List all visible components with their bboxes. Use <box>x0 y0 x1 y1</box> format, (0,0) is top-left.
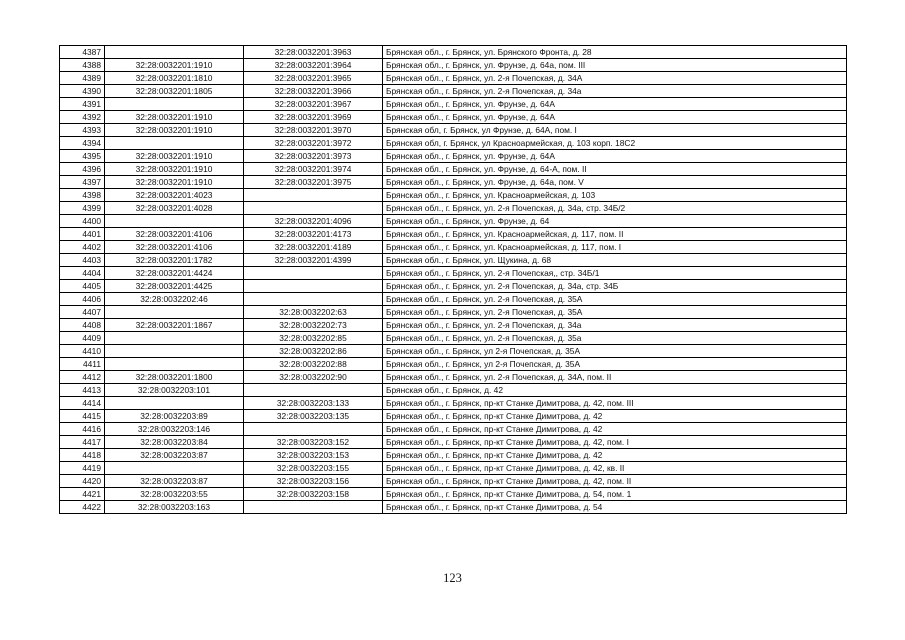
address-cell: Брянская обл., г. Брянск, д. 42 <box>383 384 847 397</box>
table-row <box>60 72 847 85</box>
row-number-cell: 4409 <box>60 332 105 345</box>
address-cell: Брянская обл., г. Брянск, ул. Фрунзе, д. 64-А, пом. II <box>383 163 847 176</box>
row-number-cell: 4421 <box>60 488 105 501</box>
cadastral-number-cell: 32:28:0032201:1805 <box>105 85 244 98</box>
object-cadastral-number-cell <box>244 280 383 293</box>
cadastral-number-cell: 32:28:0032201:4106 <box>105 228 244 241</box>
address-cell: Брянская обл., г. Брянск, пр-кт Станке Димитрова, д. 42 <box>383 449 847 462</box>
address-cell: Брянская обл., г. Брянск, ул. 2-я Почепская, д. 34А, пом. II <box>383 371 847 384</box>
address-cell: Брянская обл, г. Брянск, ул Красноармейская, д. 103 корп. 18С2 <box>383 137 847 150</box>
table-row <box>60 358 847 371</box>
cadastral-number-cell: 32:28:0032203:87 <box>105 449 244 462</box>
cadastral-number-cell <box>105 397 244 410</box>
row-number-cell: 4394 <box>60 137 105 150</box>
row-number-cell: 4391 <box>60 98 105 111</box>
address-cell: Брянская обл., г. Брянск, ул. Фрунзе, д. 64А <box>383 111 847 124</box>
address-cell: Брянская обл., г. Брянск, пр-кт Станке Димитрова, д. 42 <box>383 423 847 436</box>
cadastral-number-cell: 32:28:0032203:87 <box>105 475 244 488</box>
table-row <box>60 98 847 111</box>
row-number-cell: 4412 <box>60 371 105 384</box>
cadastral-number-cell: 32:28:0032203:84 <box>105 436 244 449</box>
address-cell: Брянская обл., г. Брянск, ул. Щукина, д. 68 <box>383 254 847 267</box>
object-cadastral-number-cell: 32:28:0032201:3963 <box>244 46 383 59</box>
table-row <box>60 488 847 501</box>
address-cell: Брянская обл., г. Брянск, пр-кт Станке Димитрова, д. 42, пом. III <box>383 397 847 410</box>
cadastral-number-cell <box>105 98 244 111</box>
table-row <box>60 46 847 59</box>
object-cadastral-number-cell <box>244 384 383 397</box>
cadastral-number-cell: 32:28:0032203:55 <box>105 488 244 501</box>
address-cell: Брянская обл., г. Брянск, ул. 2-я Почепская, д. 34а, стр. 34Б/2 <box>383 202 847 215</box>
row-number-cell: 4389 <box>60 72 105 85</box>
address-cell: Брянская обл., г. Брянск, ул. Фрунзе, д. 64а, пом. III <box>383 59 847 72</box>
address-cell: Брянская обл., г. Брянск, пр-кт Станке Димитрова, д. 42, пом. II <box>383 475 847 488</box>
cadastral-number-cell: 32:28:0032201:1782 <box>105 254 244 267</box>
row-number-cell: 4407 <box>60 306 105 319</box>
table-row <box>60 163 847 176</box>
address-cell: Брянская обл., г. Брянск, ул 2-я Почепская, д. 35А <box>383 345 847 358</box>
row-number-cell: 4419 <box>60 462 105 475</box>
address-cell: Брянская обл., г. Брянск, ул. 2-я Почепская, д. 34А <box>383 72 847 85</box>
object-cadastral-number-cell: 32:28:0032201:3967 <box>244 98 383 111</box>
cadastral-number-cell: 32:28:0032203:163 <box>105 501 244 514</box>
cadastral-number-cell: 32:28:0032201:4425 <box>105 280 244 293</box>
object-cadastral-number-cell: 32:28:0032203:156 <box>244 475 383 488</box>
object-cadastral-number-cell <box>244 267 383 280</box>
object-cadastral-number-cell <box>244 293 383 306</box>
table-row <box>60 254 847 267</box>
table-row <box>60 397 847 410</box>
row-number-cell: 4416 <box>60 423 105 436</box>
cadastral-number-cell: 32:28:0032201:1800 <box>105 371 244 384</box>
address-cell: Брянская обл., г. Брянск, ул. 2-я Почепская, д. 35а <box>383 332 847 345</box>
table-row <box>60 280 847 293</box>
address-cell: Брянская обл, г. Брянск, ул Фрунзе, д. 64А, пом. I <box>383 124 847 137</box>
table-row <box>60 215 847 228</box>
address-cell: Брянская обл., г. Брянск, пр-кт Станке Димитрова, д. 42, кв. II <box>383 462 847 475</box>
object-cadastral-number-cell: 32:28:0032201:3965 <box>244 72 383 85</box>
cadastral-number-cell: 32:28:0032201:4106 <box>105 241 244 254</box>
table-row <box>60 85 847 98</box>
cadastral-number-cell <box>105 358 244 371</box>
object-cadastral-number-cell: 32:28:0032201:3964 <box>244 59 383 72</box>
cadastral-number-cell: 32:28:0032201:1910 <box>105 150 244 163</box>
object-cadastral-number-cell: 32:28:0032203:155 <box>244 462 383 475</box>
table-row <box>60 449 847 462</box>
table-row <box>60 332 847 345</box>
object-cadastral-number-cell: 32:28:0032201:4096 <box>244 215 383 228</box>
cadastral-number-cell: 32:28:0032201:1910 <box>105 176 244 189</box>
table-row <box>60 501 847 514</box>
cadastral-number-cell: 32:28:0032201:1910 <box>105 111 244 124</box>
row-number-cell: 4415 <box>60 410 105 423</box>
object-cadastral-number-cell: 32:28:0032203:153 <box>244 449 383 462</box>
table-row <box>60 228 847 241</box>
address-cell: Брянская обл., г. Брянск, ул. 2-я Почепская,, стр. 34Б/1 <box>383 267 847 280</box>
address-cell: Брянская обл., г. Брянск, ул. 2-я Почепская, д. 35А <box>383 293 847 306</box>
row-number-cell: 4399 <box>60 202 105 215</box>
object-cadastral-number-cell: 32:28:0032201:3974 <box>244 163 383 176</box>
page-number: 123 <box>443 571 462 585</box>
address-cell: Брянская обл., г. Брянск, ул. Фрунзе, д. 64а, пом. V <box>383 176 847 189</box>
table-row <box>60 306 847 319</box>
table-row <box>60 423 847 436</box>
object-cadastral-number-cell: 32:28:0032201:4399 <box>244 254 383 267</box>
table-row <box>60 384 847 397</box>
address-cell: Брянская обл., г. Брянск, ул. 2-я Почепская, д. 34а <box>383 319 847 332</box>
cadastral-number-cell: 32:28:0032203:101 <box>105 384 244 397</box>
row-number-cell: 4403 <box>60 254 105 267</box>
object-cadastral-number-cell: 32:28:0032202:73 <box>244 319 383 332</box>
cadastral-number-cell: 32:28:0032201:4023 <box>105 189 244 202</box>
registry-table <box>59 45 847 514</box>
row-number-cell: 4387 <box>60 46 105 59</box>
table-row <box>60 189 847 202</box>
row-number-cell: 4397 <box>60 176 105 189</box>
object-cadastral-number-cell: 32:28:0032202:88 <box>244 358 383 371</box>
cadastral-number-cell: 32:28:0032201:4424 <box>105 267 244 280</box>
row-number-cell: 4414 <box>60 397 105 410</box>
cadastral-number-cell <box>105 46 244 59</box>
table-row <box>60 462 847 475</box>
row-number-cell: 4417 <box>60 436 105 449</box>
table-row <box>60 345 847 358</box>
object-cadastral-number-cell: 32:28:0032202:63 <box>244 306 383 319</box>
table-row <box>60 410 847 423</box>
object-cadastral-number-cell: 32:28:0032201:4173 <box>244 228 383 241</box>
cadastral-number-cell: 32:28:0032201:1910 <box>105 59 244 72</box>
table-row <box>60 150 847 163</box>
row-number-cell: 4405 <box>60 280 105 293</box>
object-cadastral-number-cell: 32:28:0032203:158 <box>244 488 383 501</box>
table-row <box>60 267 847 280</box>
table-row <box>60 137 847 150</box>
table-row <box>60 202 847 215</box>
row-number-cell: 4388 <box>60 59 105 72</box>
row-number-cell: 4402 <box>60 241 105 254</box>
object-cadastral-number-cell: 32:28:0032201:4189 <box>244 241 383 254</box>
object-cadastral-number-cell: 32:28:0032201:3969 <box>244 111 383 124</box>
cadastral-number-cell <box>105 137 244 150</box>
table-row <box>60 176 847 189</box>
address-cell: Брянская обл., г. Брянск, ул. Фрунзе, д. 64А <box>383 98 847 111</box>
object-cadastral-number-cell: 32:28:0032203:152 <box>244 436 383 449</box>
row-number-cell: 4408 <box>60 319 105 332</box>
table-row <box>60 111 847 124</box>
row-number-cell: 4398 <box>60 189 105 202</box>
object-cadastral-number-cell <box>244 501 383 514</box>
address-cell: Брянская обл., г. Брянск, ул. Брянского Фронта, д. 28 <box>383 46 847 59</box>
cadastral-number-cell <box>105 332 244 345</box>
object-cadastral-number-cell: 32:28:0032203:135 <box>244 410 383 423</box>
cadastral-number-cell: 32:28:0032201:1810 <box>105 72 244 85</box>
address-cell: Брянская обл., г. Брянск, ул. 2-я Почепская, д. 34а <box>383 85 847 98</box>
row-number-cell: 4392 <box>60 111 105 124</box>
object-cadastral-number-cell: 32:28:0032203:133 <box>244 397 383 410</box>
table-row <box>60 371 847 384</box>
object-cadastral-number-cell: 32:28:0032201:3972 <box>244 137 383 150</box>
object-cadastral-number-cell: 32:28:0032201:3966 <box>244 85 383 98</box>
cadastral-number-cell: 32:28:0032203:146 <box>105 423 244 436</box>
object-cadastral-number-cell: 32:28:0032201:3970 <box>244 124 383 137</box>
address-cell: Брянская обл., г. Брянск, ул 2-я Почепская, д. 35А <box>383 358 847 371</box>
table-row <box>60 59 847 72</box>
address-cell: Брянская обл., г. Брянск, ул. 2-я Почепская, д. 35А <box>383 306 847 319</box>
row-number-cell: 4396 <box>60 163 105 176</box>
cadastral-number-cell: 32:28:0032202:46 <box>105 293 244 306</box>
row-number-cell: 4422 <box>60 501 105 514</box>
cadastral-number-cell <box>105 306 244 319</box>
cadastral-number-cell <box>105 215 244 228</box>
object-cadastral-number-cell: 32:28:0032202:86 <box>244 345 383 358</box>
address-cell: Брянская обл., г. Брянск, пр-кт Станке Димитрова, д. 54 <box>383 501 847 514</box>
row-number-cell: 4404 <box>60 267 105 280</box>
object-cadastral-number-cell <box>244 202 383 215</box>
address-cell: Брянская обл., г. Брянск, пр-кт Станке Димитрова, д. 54, пом. 1 <box>383 488 847 501</box>
row-number-cell: 4393 <box>60 124 105 137</box>
cadastral-number-cell: 32:28:0032201:4028 <box>105 202 244 215</box>
object-cadastral-number-cell: 32:28:0032202:90 <box>244 371 383 384</box>
table-row <box>60 241 847 254</box>
address-cell: Брянская обл., г. Брянск, ул. Фрунзе, д. 64 <box>383 215 847 228</box>
address-cell: Брянская обл., г. Брянск, пр-кт Станке Димитрова, д. 42 <box>383 410 847 423</box>
table-row <box>60 293 847 306</box>
object-cadastral-number-cell: 32:28:0032202:85 <box>244 332 383 345</box>
cadastral-number-cell <box>105 462 244 475</box>
row-number-cell: 4418 <box>60 449 105 462</box>
address-cell: Брянская обл., г. Брянск, пр-кт Станке Димитрова, д. 42, пом. I <box>383 436 847 449</box>
object-cadastral-number-cell: 32:28:0032201:3973 <box>244 150 383 163</box>
registry-table-body <box>60 46 847 514</box>
object-cadastral-number-cell <box>244 423 383 436</box>
address-cell: Брянская обл., г. Брянск, ул. Красноармейская, д. 117, пом. II <box>383 228 847 241</box>
row-number-cell: 4400 <box>60 215 105 228</box>
address-cell: Брянская обл., г. Брянск, ул. Красноармейская, д. 103 <box>383 189 847 202</box>
row-number-cell: 4411 <box>60 358 105 371</box>
table-row <box>60 436 847 449</box>
address-cell: Брянская обл., г. Брянск, ул. Красноармейская, д. 117, пом. I <box>383 241 847 254</box>
table-row <box>60 124 847 137</box>
cadastral-number-cell: 32:28:0032201:1910 <box>105 163 244 176</box>
row-number-cell: 4420 <box>60 475 105 488</box>
table-row <box>60 475 847 488</box>
object-cadastral-number-cell <box>244 189 383 202</box>
cadastral-number-cell: 32:28:0032201:1910 <box>105 124 244 137</box>
cadastral-number-cell: 32:28:0032201:1867 <box>105 319 244 332</box>
address-cell: Брянская обл., г. Брянск, ул. 2-я Почепская, д. 34а, стр. 34Б <box>383 280 847 293</box>
row-number-cell: 4410 <box>60 345 105 358</box>
table-row <box>60 319 847 332</box>
row-number-cell: 4413 <box>60 384 105 397</box>
address-cell: Брянская обл., г. Брянск, ул. Фрунзе, д. 64А <box>383 150 847 163</box>
row-number-cell: 4406 <box>60 293 105 306</box>
row-number-cell: 4390 <box>60 85 105 98</box>
object-cadastral-number-cell: 32:28:0032201:3975 <box>244 176 383 189</box>
cadastral-number-cell <box>105 345 244 358</box>
cadastral-number-cell: 32:28:0032203:89 <box>105 410 244 423</box>
row-number-cell: 4401 <box>60 228 105 241</box>
row-number-cell: 4395 <box>60 150 105 163</box>
